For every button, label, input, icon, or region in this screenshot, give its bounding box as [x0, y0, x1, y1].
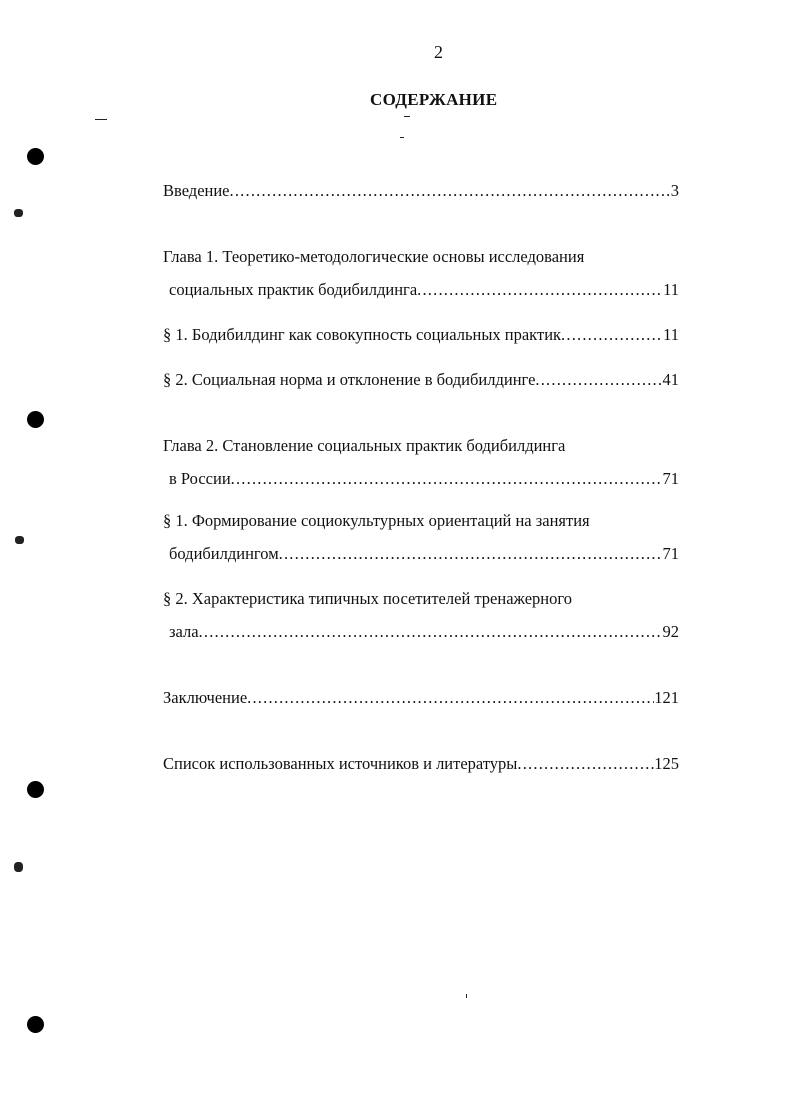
toc-entry-ch2-section-2[interactable]: [163, 588, 679, 643]
scan-speck: [400, 137, 404, 138]
toc-page-number: 71: [662, 544, 679, 563]
toc-title-continued: социальных практик бодибилдинга: [169, 280, 418, 299]
scan-speck: [15, 536, 24, 544]
toc-title-line: Глава 2. Становление социальных практик бодибилдинга: [163, 436, 566, 455]
toc-entry-references[interactable]: [163, 753, 679, 775]
scan-speck: [466, 994, 467, 998]
toc-leader: [231, 468, 663, 490]
toc-title: Заключение: [163, 688, 248, 707]
toc-entry-ch1-section-1[interactable]: [163, 324, 679, 346]
toc-page-number: 92: [662, 622, 679, 641]
toc-leader: [230, 180, 671, 202]
toc-entry-introduction[interactable]: [163, 180, 679, 202]
toc-entry-chapter-2[interactable]: [163, 435, 679, 490]
toc-leader: [517, 753, 654, 775]
toc-entry-ch1-section-2[interactable]: [163, 369, 679, 391]
toc-leader: [279, 543, 663, 565]
toc-title-continued: бодибилдингом: [169, 544, 279, 563]
toc-leader: [561, 324, 663, 346]
toc-page-number: 71: [662, 469, 679, 488]
binder-hole: [27, 411, 44, 428]
binder-hole: [27, 1016, 44, 1033]
toc-title-continued: зала: [169, 622, 199, 641]
toc-title-line: § 2. Характеристика типичных посетителей тренажерного: [163, 589, 572, 608]
toc-title-continued: в России: [169, 469, 231, 488]
binder-hole: [27, 148, 44, 165]
toc-page-number: 11: [663, 325, 679, 344]
scan-speck: [14, 862, 23, 872]
toc-title: § 1. Бодибилдинг как совокупность социальных практик: [163, 325, 562, 344]
toc-entry-conclusion[interactable]: [163, 687, 679, 709]
page-number: 2: [434, 42, 443, 62]
toc-page-number: 125: [654, 754, 679, 773]
toc-title: Список использованных источников и литературы: [163, 754, 518, 773]
page-title: СОДЕРЖАНИЕ: [370, 90, 498, 109]
toc-title: § 2. Социальная норма и отклонение в бодибилдинге: [163, 370, 536, 389]
toc-entry-ch2-section-1[interactable]: [163, 510, 679, 565]
scan-speck: [95, 119, 107, 120]
scan-speck: [404, 116, 410, 117]
toc-entry-chapter-1[interactable]: [163, 246, 679, 301]
toc-page-number: 121: [654, 688, 679, 707]
toc-title-line: § 1. Формирование социокультурных ориентаций на занятия: [163, 511, 590, 530]
toc-leader: [417, 279, 663, 301]
toc-leader: [199, 621, 663, 643]
toc-leader: [247, 687, 654, 709]
toc-page-number: 41: [662, 370, 679, 389]
toc-page-number: 11: [663, 280, 679, 299]
binder-hole: [27, 781, 44, 798]
toc-page-number: 3: [670, 181, 679, 200]
toc-title: Введение: [163, 181, 230, 200]
scan-speck: [14, 209, 23, 217]
toc-title-line: Глава 1. Теоретико-методологические основы исследования: [163, 247, 585, 266]
toc-leader: [535, 369, 662, 391]
